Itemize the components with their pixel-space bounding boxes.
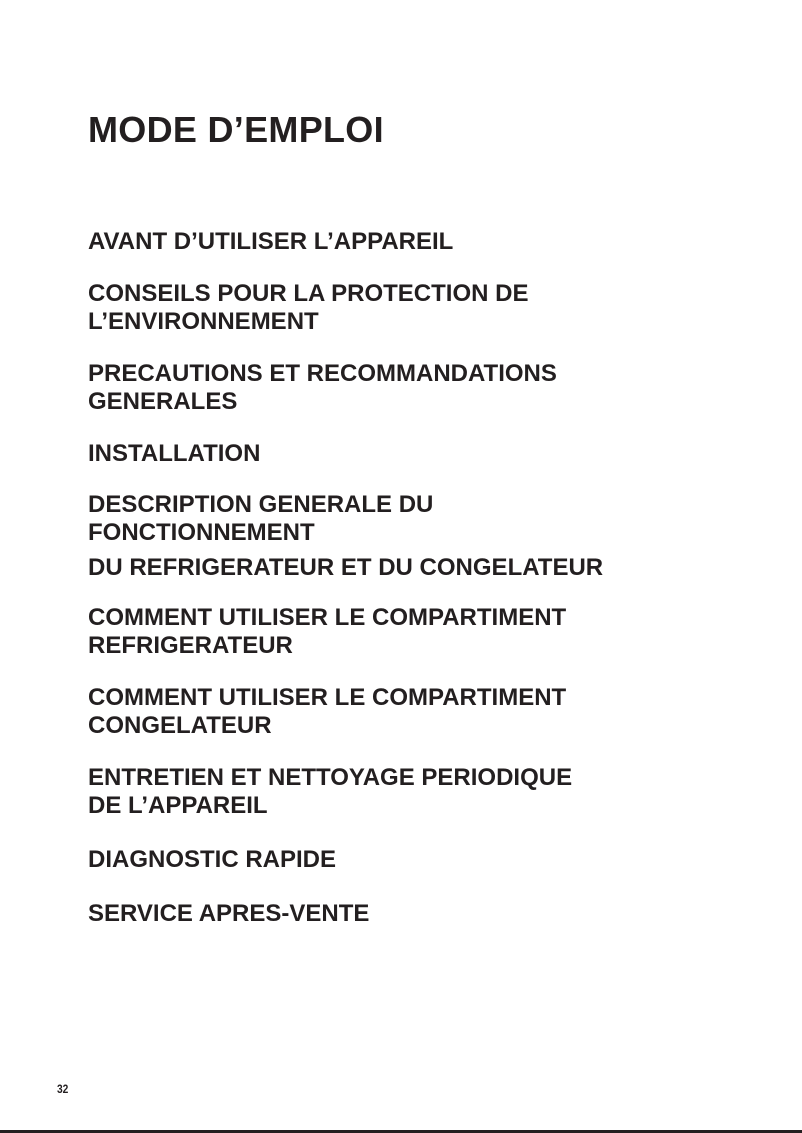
- page-title: MODE D’EMPLOI: [88, 109, 384, 150]
- toc-item-line: COMMENT UTILISER LE COMPARTIMENT: [88, 604, 567, 631]
- toc-item-line: DU REFRIGERATEUR ET DU CONGELATEUR: [88, 554, 604, 581]
- toc-item-line: PRECAUTIONS ET RECOMMANDATIONS: [88, 360, 557, 387]
- page-number: 32: [57, 1082, 69, 1096]
- toc-item-line: ENTRETIEN ET NETTOYAGE PERIODIQUE: [88, 764, 573, 791]
- toc-item: [88, 846, 336, 874]
- toc-item-line: CONSEILS POUR LA PROTECTION DE: [88, 280, 529, 307]
- toc-item-line: SERVICE APRES-VENTE: [88, 900, 370, 927]
- toc-item-line: COMMENT UTILISER LE COMPARTIMENT: [88, 684, 567, 711]
- toc-item-line: INSTALLATION: [88, 440, 261, 467]
- toc-item-line: AVANT D’UTILISER L’APPAREIL: [88, 228, 454, 255]
- toc-item: [88, 900, 369, 928]
- toc-item: [88, 280, 528, 336]
- toc-item: [88, 604, 566, 660]
- toc-item: [88, 440, 260, 468]
- toc-item: [88, 360, 557, 416]
- toc-item-line: DE L’APPAREIL: [88, 792, 268, 819]
- toc-item-line: L’ENVIRONNEMENT: [88, 308, 319, 335]
- toc-item-line: REFRIGERATEUR: [88, 632, 293, 659]
- toc-item-line: DIAGNOSTIC RAPIDE: [88, 846, 337, 873]
- toc-item: [88, 684, 566, 740]
- toc-item-line: FONCTIONNEMENT: [88, 519, 315, 546]
- toc-item-line: CONGELATEUR: [88, 712, 272, 739]
- toc-item: [88, 764, 572, 820]
- toc-item: [88, 491, 603, 582]
- toc-item-line: GENERALES: [88, 388, 238, 415]
- toc-item-line: DESCRIPTION GENERALE DU: [88, 491, 434, 518]
- toc-item: [88, 228, 453, 256]
